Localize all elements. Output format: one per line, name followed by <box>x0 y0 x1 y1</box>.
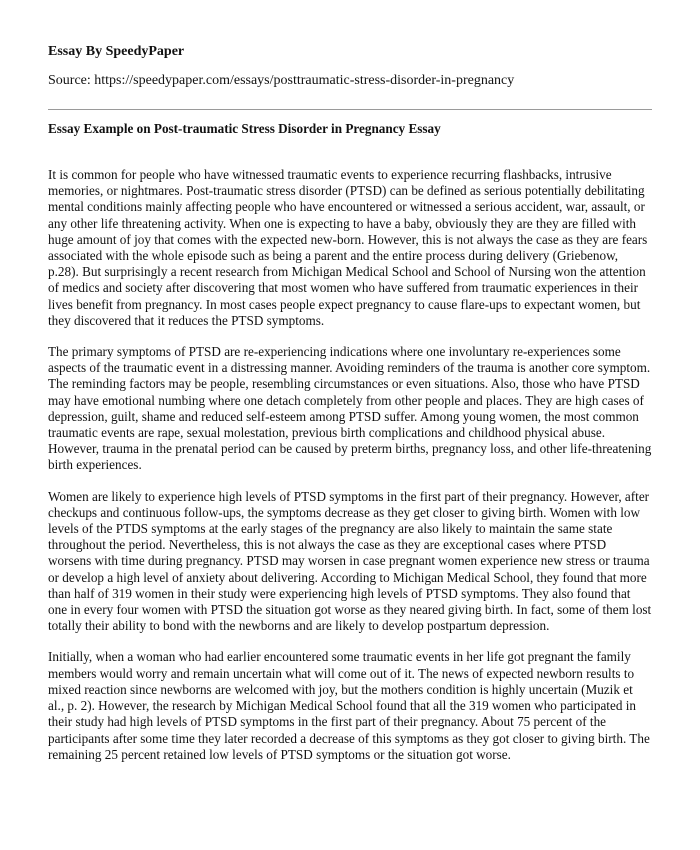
essay-body <box>48 167 652 778</box>
brand-heading: Essay By SpeedyPaper <box>48 44 185 59</box>
paragraph: The primary symptoms of PTSD are re-experiencing indications where one involuntary re-experiences some aspects of the traumatic event in a distressing manner. Avoiding reminders of the trauma is another core symptom. The reminding factors may be people, resembling circumstances or even situations. Also, those who have PTSD may have emotional numbing where one detach completely from other people and places. They are high cases of depression, guilt, shame and reduced self-esteem among PTSD suffer. Among young women, the most common traumatic events are rape, sexual molestation, previous birth complications and childhood physical abuse. However, trauma in the prenatal period can be caused by preterm births, pregnancy loss, and other life-threatening birth experiences. <box>48 344 652 473</box>
paragraph: It is common for people who have witnessed traumatic events to experience recurring flashbacks, intrusive memories, or nightmares. Post-traumatic stress disorder (PTSD) can be defined as serious potentially debilitating mental conditions mainly affecting people who have encountered or witnessed a serious accident, war, assault, or any other life threatening activity. When one is expecting to have a baby, obviously they are they are filled with huge amount of joy that comes with the expected new-born. However, this is not always the case as they are fears associated with the whole episode such as being a parent and the entire process during delivery (Griebenow, p.28). But surprisingly a recent research from Michigan Medical School and School of Nursing won the attention of medics and society after discovering that most women who have suffered from traumatic experiences in their lives benefit from pregnancy. In most cases people expect pregnancy to cause flare-ups to expectant women, but they discovered that it reduces the PTSD symptoms. <box>48 167 648 328</box>
header-divider <box>48 109 652 110</box>
essay-title: Essay Example on Post-traumatic Stress Disorder in Pregnancy Essay <box>48 121 441 136</box>
source-line: Source: https://speedypaper.com/essays/posttraumatic-stress-disorder-in-pregnancy <box>48 73 515 88</box>
paragraph: Women are likely to experience high levels of PTSD symptoms in the first part of their pregnancy. However, after checkups and continuous follow-ups, the symptoms decrease as they get closer to giving birth. Women with low levels of the PTDS symptoms at the early stages of the pregnancy are also likely to maintain the same state throughout the period. Nevertheless, this is not always the case as they are exceptional cases where PTSD worsens with time during pregnancy. PTSD may worsen in case pregnant women experience new stress or trauma or develop a high level of anxiety about delivering. According to Michigan Medical School, they found that more than half of 319 women in their study were experiencing high levels of PTSD symptoms. They also found that one in every four women with PTSD the situation got worse as they neared giving birth. In fact, some of them lost totally their ability to bond with the newborns and are likely to develop postpartum depression. <box>48 488 652 634</box>
paragraph: Initially, when a woman who had earlier encountered some traumatic events in her life got pregnant the family members would worry and remain uncertain what will come out of it. The news of expected newborn results to mixed reaction since newborns are welcomed with joy, but the mothers condition is highly uncertain (Muzik et al., p. 2). However, the research by Michigan Medical School found that all the 319 women who participated in their study had high levels of PTSD symptoms in the first part of their pregnancy. About 75 percent of the participants after some time they later recorded a decrease of this symptoms as they got closer to giving birth. The remaining 25 percent retained low levels of PTSD symptoms or the situation got worse. <box>48 649 650 762</box>
